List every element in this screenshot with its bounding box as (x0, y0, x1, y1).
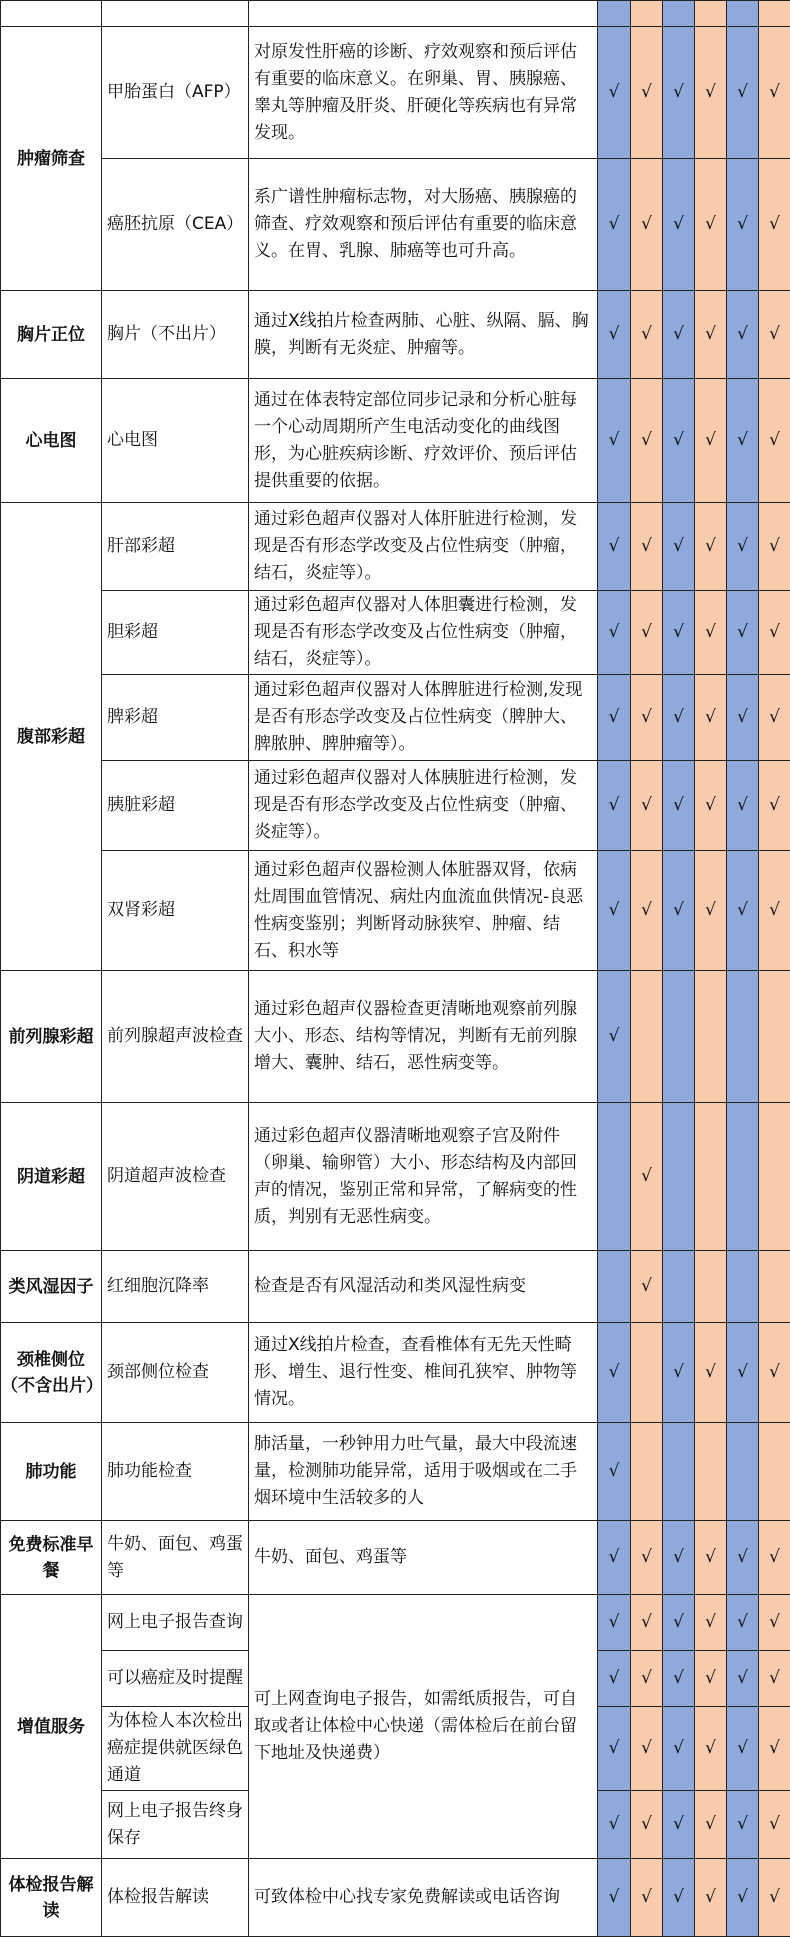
package-check-cell (759, 1251, 790, 1323)
package-check-cell: √ (695, 1791, 727, 1859)
package-check-cell: √ (598, 1651, 631, 1707)
package-check-cell (695, 971, 727, 1103)
table-row (1, 1103, 790, 1251)
table-row (1, 1521, 790, 1595)
package-check-cell: √ (727, 1521, 759, 1595)
package-check-cell: √ (598, 159, 631, 291)
category-cell: 体检报告解读 (1, 1859, 102, 1937)
description-cell: 肺活量，一秒钟用力吐气量，最大中段流速量，检测肺功能异常，适用于吸烟或在二手烟环境中生活较多的人 (249, 1423, 598, 1521)
package-check-cell: √ (663, 291, 695, 379)
package-check-cell: √ (598, 1791, 631, 1859)
package-check-cell: √ (695, 291, 727, 379)
package-check-cell: √ (663, 591, 695, 675)
package-check-cell (695, 1, 727, 27)
category-cell: 胸片正位 (1, 291, 102, 379)
description-cell: 通过彩色超声仪器清晰地观察子宫及附件（卵巢、输卵管）大小、形态结构及内部回声的情况，鉴别正常和异常，了解病变的性质，判别有无恶性病变。 (249, 1103, 598, 1251)
item-cell (102, 1, 249, 27)
description-cell: 通过彩色超声仪器对人体肝脏进行检测，发现是否有形态学改变及占位性病变（肿瘤，结石，炎症等）。 (249, 503, 598, 591)
item-cell: 胰脏彩超 (102, 761, 249, 851)
package-check-cell: √ (695, 1595, 727, 1651)
package-check-cell (663, 1103, 695, 1251)
table-row (1, 1323, 790, 1423)
package-check-cell: √ (727, 1859, 759, 1937)
category-cell (1, 1, 102, 27)
table-row (1, 503, 790, 591)
package-check-cell: √ (598, 971, 631, 1103)
package-check-cell: √ (727, 1791, 759, 1859)
package-check-cell: √ (695, 675, 727, 761)
item-cell: 双肾彩超 (102, 851, 249, 971)
description-cell: 通过彩色超声仪器对人体脾脏进行检测,发现是否有形态学改变及占位性病变（脾肿大、脾脓肿、脾肿瘤等）。 (249, 675, 598, 761)
package-check-cell: √ (695, 503, 727, 591)
package-check-cell: √ (598, 1595, 631, 1651)
package-check-cell: √ (663, 851, 695, 971)
category-cell: 免费标准早餐 (1, 1521, 102, 1595)
package-check-cell: √ (663, 1595, 695, 1651)
package-check-cell: √ (631, 503, 663, 591)
package-check-cell: √ (663, 1651, 695, 1707)
package-check-cell: √ (631, 291, 663, 379)
package-check-cell: √ (727, 1707, 759, 1791)
package-check-cell: √ (727, 851, 759, 971)
item-cell: 甲胎蛋白（AFP） (102, 27, 249, 159)
description-cell: 通过彩色超声仪器对人体胰脏进行检测，发现是否有形态学改变及占位性病变（肿瘤、炎症等）。 (249, 761, 598, 851)
package-check-cell: √ (759, 675, 790, 761)
package-check-cell: √ (695, 1859, 727, 1937)
table-row (1, 971, 790, 1103)
table-row (1, 379, 790, 503)
item-cell: 颈部侧位检查 (102, 1323, 249, 1423)
package-check-cell (663, 971, 695, 1103)
package-check-cell: √ (663, 1707, 695, 1791)
package-check-cell (663, 1251, 695, 1323)
package-check-cell: √ (598, 761, 631, 851)
item-cell: 癌胚抗原（CEA） (102, 159, 249, 291)
package-check-cell: √ (695, 591, 727, 675)
package-check-cell: √ (631, 675, 663, 761)
package-check-cell: √ (759, 159, 790, 291)
description-cell: 可上网查询电子报告，如需纸质报告，可自取或者让体检中心快递（需体检后在前台留下地址及快递费） (249, 1595, 598, 1859)
description-cell (249, 1, 598, 27)
package-check-cell: √ (759, 1859, 790, 1937)
item-cell: 肝部彩超 (102, 503, 249, 591)
item-cell: 心电图 (102, 379, 249, 503)
package-check-cell: √ (759, 291, 790, 379)
package-check-cell: √ (759, 1521, 790, 1595)
package-check-cell: √ (631, 159, 663, 291)
package-check-cell (759, 1103, 790, 1251)
description-cell: 对原发性肝癌的诊断、疗效观察和预后评估有重要的临床意义。在卵巢、胃、胰腺癌、睾丸等肿瘤及肝炎、肝硬化等疾病也有异常发现。 (249, 27, 598, 159)
package-check-cell: √ (727, 1323, 759, 1423)
description-cell: 通过彩色超声仪器检测人体脏器双肾，依病灶周围血管情况、病灶内血流血供情况-良恶性病变鉴别；判断肾动脉狭窄、肿瘤、结石、积水等 (249, 851, 598, 971)
package-check-cell: √ (759, 1323, 790, 1423)
item-cell: 体检报告解读 (102, 1859, 249, 1937)
package-check-cell: √ (695, 379, 727, 503)
package-check-cell: √ (695, 851, 727, 971)
package-check-cell: √ (598, 1707, 631, 1791)
description-cell: 通过X线拍片检查两肺、心脏、纵隔、膈、胸膜，判断有无炎症、肿瘤等。 (249, 291, 598, 379)
package-check-cell: √ (695, 1707, 727, 1791)
package-check-cell: √ (631, 1791, 663, 1859)
package-check-cell: √ (598, 1323, 631, 1423)
item-cell: 阴道超声波检查 (102, 1103, 249, 1251)
description-cell: 牛奶、面包、鸡蛋等 (249, 1521, 598, 1595)
package-check-cell: √ (759, 1791, 790, 1859)
package-check-cell: √ (631, 1103, 663, 1251)
package-check-cell (598, 1251, 631, 1323)
package-check-cell: √ (631, 1707, 663, 1791)
package-check-cell (598, 1, 631, 27)
item-cell: 网上电子报告终身保存 (102, 1791, 249, 1859)
table-row (1, 1859, 790, 1937)
package-check-cell (631, 1323, 663, 1423)
package-check-cell: √ (759, 1707, 790, 1791)
package-check-cell: √ (631, 379, 663, 503)
package-check-cell: √ (598, 851, 631, 971)
package-check-cell: √ (631, 761, 663, 851)
table-row (1, 1251, 790, 1323)
package-check-cell (631, 971, 663, 1103)
package-check-cell: √ (695, 27, 727, 159)
package-check-cell: √ (695, 159, 727, 291)
description-cell: 检查是否有风湿活动和类风湿性病变 (249, 1251, 598, 1323)
package-check-cell (759, 1423, 790, 1521)
package-check-cell: √ (727, 591, 759, 675)
item-cell: 肺功能检查 (102, 1423, 249, 1521)
package-check-cell: √ (663, 761, 695, 851)
description-cell: 通过彩色超声仪器检查更清晰地观察前列腺大小、形态、结构等情况，判断有无前列腺增大、囊肿、结石，恶性病变等。 (249, 971, 598, 1103)
item-cell: 胸片（不出片） (102, 291, 249, 379)
item-cell: 牛奶、面包、鸡蛋等 (102, 1521, 249, 1595)
description-cell: 系广谱性肿瘤标志物，对大肠癌、胰腺癌的筛查、疗效观察和预后评估有重要的临床意义。在胃、乳腺、肺癌等也可升高。 (249, 159, 598, 291)
description-cell: 可致体检中心找专家免费解读或电话咨询 (249, 1859, 598, 1937)
table-row (1, 159, 790, 291)
package-check-cell: √ (631, 851, 663, 971)
package-check-cell: √ (663, 503, 695, 591)
package-check-cell: √ (663, 1521, 695, 1595)
package-check-cell: √ (663, 1791, 695, 1859)
table-row (1, 1, 790, 27)
package-check-cell: √ (663, 159, 695, 291)
package-check-cell (695, 1423, 727, 1521)
package-check-cell: √ (727, 1651, 759, 1707)
package-check-cell (759, 1, 790, 27)
package-check-cell: √ (631, 27, 663, 159)
description-cell: 通过X线拍片检查，查看椎体有无先天性畸形、增生、退行性变、椎间孔狭窄、肿物等情况。 (249, 1323, 598, 1423)
package-check-cell: √ (759, 503, 790, 591)
package-check-cell: √ (759, 379, 790, 503)
package-check-cell (727, 971, 759, 1103)
package-check-cell: √ (598, 291, 631, 379)
item-cell: 前列腺超声波检查 (102, 971, 249, 1103)
item-cell: 可以癌症及时提醒 (102, 1651, 249, 1707)
package-check-cell: √ (631, 591, 663, 675)
table-row (1, 675, 790, 761)
package-check-cell: √ (631, 1251, 663, 1323)
category-cell: 肺功能 (1, 1423, 102, 1521)
package-check-cell (663, 1423, 695, 1521)
package-check-cell: √ (727, 675, 759, 761)
package-check-cell (663, 1, 695, 27)
package-check-cell (631, 1, 663, 27)
package-check-cell: √ (759, 851, 790, 971)
package-check-cell: √ (695, 1651, 727, 1707)
package-check-cell: √ (727, 27, 759, 159)
package-check-cell: √ (727, 291, 759, 379)
item-cell: 脾彩超 (102, 675, 249, 761)
package-check-cell: √ (695, 1323, 727, 1423)
table-row (1, 591, 790, 675)
category-cell: 阴道彩超 (1, 1103, 102, 1251)
item-cell: 网上电子报告查询 (102, 1595, 249, 1651)
description-cell: 通过在体表特定部位同步记录和分析心脏每一个心动周期所产生电活动变化的曲线图形，为心脏疾病诊断、疗效评价、预后评估提供重要的依据。 (249, 379, 598, 503)
package-check-cell: √ (598, 379, 631, 503)
package-check-cell (598, 1103, 631, 1251)
category-cell: 颈椎侧位（不含出片） (1, 1323, 102, 1423)
table-row (1, 27, 790, 159)
category-cell: 类风湿因子 (1, 1251, 102, 1323)
package-check-cell: √ (631, 1651, 663, 1707)
package-check-cell: √ (598, 1859, 631, 1937)
package-check-cell: √ (598, 1423, 631, 1521)
category-cell: 肿瘤筛查 (1, 27, 102, 291)
table-row (1, 291, 790, 379)
category-cell: 增值服务 (1, 1595, 102, 1859)
package-check-cell: √ (663, 1323, 695, 1423)
package-check-cell: √ (663, 379, 695, 503)
package-check-cell: √ (759, 1595, 790, 1651)
package-check-cell: √ (695, 1521, 727, 1595)
package-check-cell: √ (759, 761, 790, 851)
package-check-cell (727, 1423, 759, 1521)
package-check-cell (695, 1103, 727, 1251)
description-cell: 通过彩色超声仪器对人体胆囊进行检测，发现是否有形态学改变及占位性病变（肿瘤，结石，炎症等）。 (249, 591, 598, 675)
package-check-cell: √ (631, 1521, 663, 1595)
package-check-cell: √ (727, 761, 759, 851)
package-check-cell (631, 1423, 663, 1521)
package-check-cell: √ (759, 1651, 790, 1707)
package-check-cell: √ (727, 503, 759, 591)
package-check-cell: √ (727, 379, 759, 503)
package-check-cell: √ (631, 1859, 663, 1937)
package-check-cell (759, 971, 790, 1103)
item-cell: 红细胞沉降率 (102, 1251, 249, 1323)
table-row (1, 851, 790, 971)
package-check-cell: √ (695, 761, 727, 851)
category-cell: 心电图 (1, 379, 102, 503)
package-check-cell: √ (598, 503, 631, 591)
package-check-cell (727, 1251, 759, 1323)
package-check-cell (695, 1251, 727, 1323)
package-check-cell: √ (598, 1521, 631, 1595)
package-check-cell: √ (598, 27, 631, 159)
package-check-cell: √ (759, 27, 790, 159)
package-check-cell: √ (598, 675, 631, 761)
package-check-cell: √ (631, 1595, 663, 1651)
package-check-cell: √ (663, 27, 695, 159)
item-cell: 胆彩超 (102, 591, 249, 675)
package-check-cell: √ (663, 675, 695, 761)
table-row (1, 761, 790, 851)
package-check-cell: √ (727, 1595, 759, 1651)
package-check-cell: √ (727, 159, 759, 291)
package-check-cell (727, 1103, 759, 1251)
package-check-cell: √ (663, 1859, 695, 1937)
package-check-cell: √ (759, 591, 790, 675)
table-row (1, 1423, 790, 1521)
table-body (1, 1, 790, 1937)
package-check-cell (727, 1, 759, 27)
item-cell: 为体检人本次检出癌症提供就医绿色通道 (102, 1707, 249, 1791)
package-check-cell: √ (598, 591, 631, 675)
table-row (1, 1595, 790, 1651)
category-cell: 前列腺彩超 (1, 971, 102, 1103)
category-cell: 腹部彩超 (1, 503, 102, 971)
